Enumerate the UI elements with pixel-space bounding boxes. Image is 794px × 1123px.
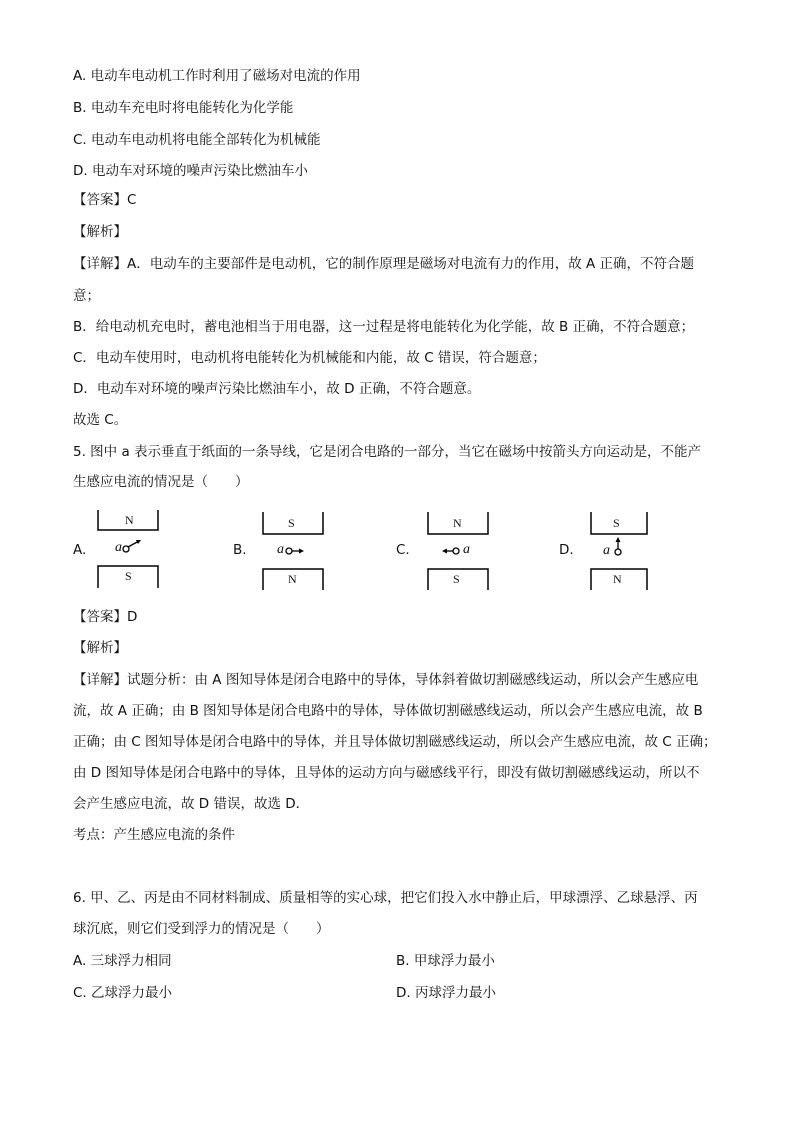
- q4-analysis-label: 【解析】: [73, 224, 127, 240]
- q4-detail-line: B．给电动机充电时，蓄电池相当于用电器，这一过程是将电能转化为化学能，故 B 正确，不符合题意；: [73, 319, 695, 335]
- q4-detail-line: 【详解】A．电动车的主要部件是电动机，它的制作原理是磁场对电流有力的作用，故 A 正确，不符合题: [73, 256, 695, 272]
- q6-option-d: D. 丙球浮力最小: [396, 985, 496, 1001]
- q4-detail-line: C．电动车使用时，电动机将电能转化为机械能和内能，故 C 错误，符合题意；: [73, 350, 546, 366]
- q5-stem-line: 生感应电流的情况是（ ）: [73, 474, 249, 490]
- wire-label: a: [463, 542, 470, 557]
- q5-figure-b: [261, 512, 331, 596]
- q6-stem-line: 球沉底，则它们受到浮力的情况是（ ）: [73, 921, 330, 937]
- magnet-bottom-pole: S: [125, 569, 132, 583]
- wire-label: a: [277, 542, 284, 557]
- q5-detail-line: 【详解】试题分析：由 A 图知导体是闭合电路中的导体，导体斜着做切割磁感线运动，所以会产生感应电: [73, 672, 699, 688]
- q5-detail-line: 流，故 A 正确；由 B 图知导体是闭合电路中的导体，导体做切割磁感线运动，所以会产生感应电流，故 B: [73, 703, 703, 719]
- q5-figure-d: [589, 512, 659, 596]
- q5-figure-d-label: D.: [559, 542, 574, 558]
- q4-option-d: D. 电动车对环境的噪声污染比燃油车小: [73, 163, 308, 179]
- magnet-bottom-pole: S: [453, 572, 460, 586]
- wire-label: a: [603, 543, 610, 558]
- q5-figure-a: [96, 510, 166, 594]
- arrow-right-icon: [299, 549, 304, 554]
- q4-option-b: B. 电动车充电时将电能转化为化学能: [73, 100, 294, 116]
- q6-stem-line: 6. 甲、乙、丙是由不同材料制成、质量相等的实心球，把它们投入水中静止后，甲球漂浮、乙球悬浮、丙: [73, 890, 698, 906]
- q5-figure-c-label: C.: [396, 542, 410, 558]
- q6-option-a: A. 三球浮力相同: [73, 953, 172, 969]
- q4-option-c: C. 电动车电动机将电能全部转化为机械能: [73, 132, 321, 148]
- arrow-up-icon: [616, 537, 621, 542]
- q4-detail-line: D．电动车对环境的噪声污染比燃油车小，故 D 正确，不符合题意。: [73, 381, 481, 397]
- magnet-top-pole: S: [288, 516, 295, 530]
- arrow-left-icon: [442, 549, 447, 554]
- magnet-top-pole: N: [453, 516, 462, 530]
- magnet-diagram-d: [589, 512, 659, 592]
- q4-detail-line: 故选 C。: [73, 412, 128, 428]
- q6-option-b: B. 甲球浮力最小: [396, 953, 495, 969]
- q5-answer: 【答案】D: [73, 609, 138, 625]
- q4-answer: 【答案】C: [73, 192, 137, 208]
- q5-detail-line: 会产生感应电流，故 D 错误，故选 D．: [73, 796, 310, 812]
- magnet-top-pole: N: [125, 513, 134, 527]
- q4-detail-line: 意；: [73, 288, 100, 304]
- magnet-bottom-pole: N: [613, 572, 622, 586]
- q5-detail-line: 由 D 图知导体是闭合电路中的导体，且导体的运动方向与磁感线平行，即没有做切割磁感线运动，所以不: [73, 765, 700, 781]
- magnet-bottom-pole: N: [288, 572, 297, 586]
- q5-detail-line: 正确；由 C 图知导体是闭合电路中的导体，并且导体做切割磁感线运动，所以会产生感应电流，故 C 正确；: [73, 734, 717, 750]
- wire-label: a: [115, 540, 122, 555]
- q4-option-a: A. 电动车电动机工作时利用了磁场对电流的作用: [73, 68, 361, 84]
- q5-point: 考点：产生感应电流的条件: [73, 827, 235, 843]
- q5-figure-a-label: A.: [73, 542, 87, 558]
- q6-option-c: C. 乙球浮力最小: [73, 985, 173, 1001]
- q5-analysis-label: 【解析】: [73, 640, 127, 656]
- magnet-top-pole: S: [613, 516, 620, 530]
- q5-figure-b-label: B.: [233, 542, 247, 558]
- q5-stem-line: 5. 图中 a 表示垂直于纸面的一条导线，它是闭合电路的一部分，当它在磁场中按箭头方向运动是，不能产: [73, 444, 702, 460]
- q5-figure-c: [426, 512, 496, 596]
